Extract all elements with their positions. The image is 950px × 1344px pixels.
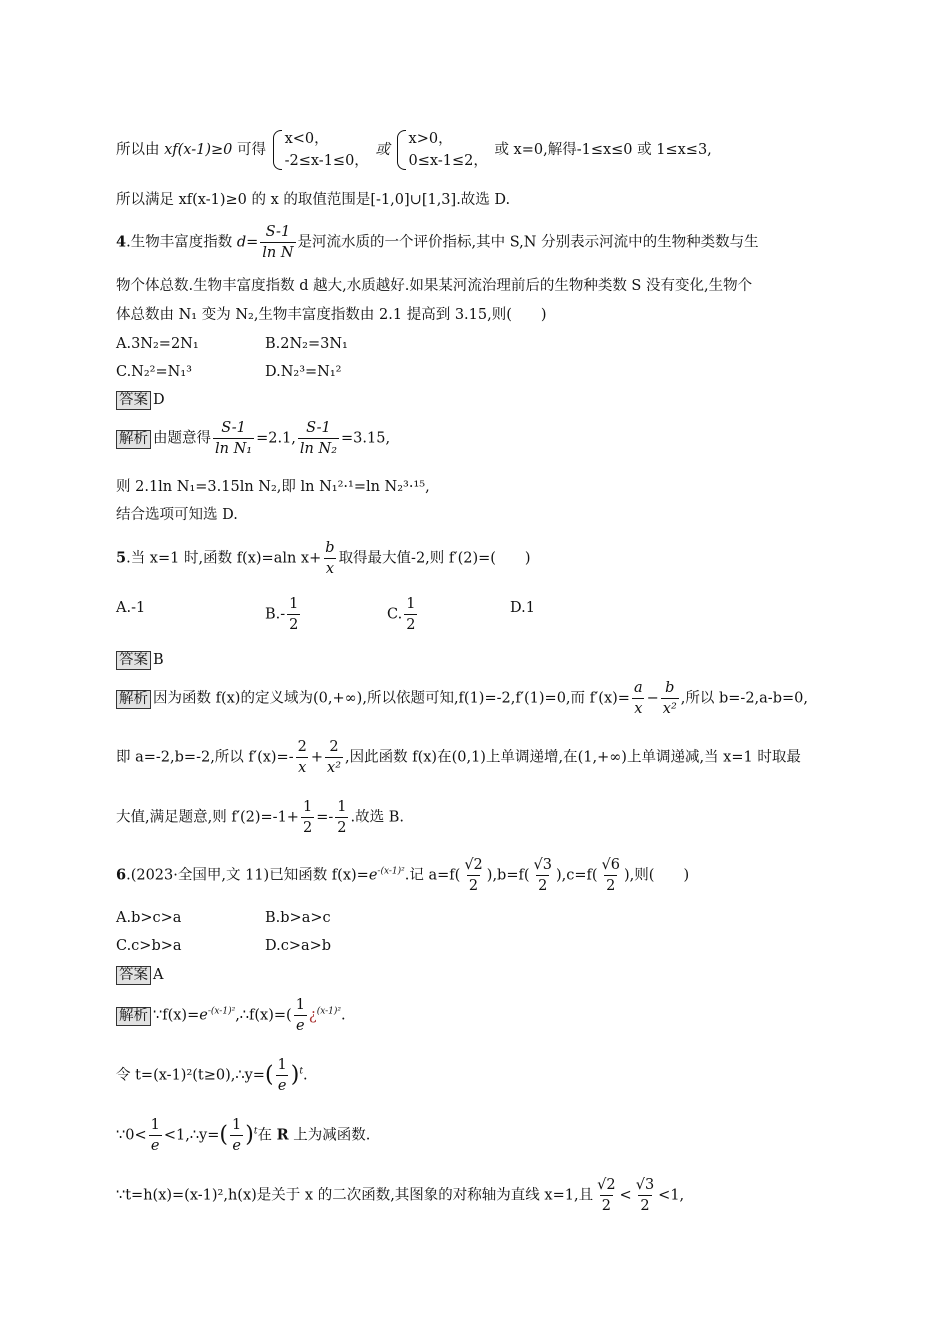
denominator: e [276, 1075, 289, 1096]
fraction [296, 737, 309, 778]
text: 所以由 [116, 142, 165, 158]
q5-solution-line1 [116, 678, 808, 719]
text: B.- [265, 606, 286, 623]
text: ,所以 b=-2,a-b=0, [680, 690, 808, 707]
q5-answer [116, 650, 164, 670]
text: ∵t=h(x)=(x-1)²,h(x)是关于 x 的二次函数,其图象的对称轴为直线 x=1,且 [116, 1187, 594, 1204]
text: <1, [658, 1187, 685, 1204]
text: . [341, 1007, 346, 1024]
numerator: 2 [297, 739, 307, 755]
q5-option-c [387, 594, 419, 635]
q4-answer [116, 390, 165, 410]
denominator: e [294, 1015, 307, 1036]
numerator: a [633, 680, 643, 696]
math-expr: xf(x-1)≥0 [164, 142, 233, 158]
text: ),b=f( [486, 867, 530, 884]
answer-label: 答案 [116, 651, 151, 670]
q5-option-b [265, 594, 302, 635]
fraction [335, 797, 348, 838]
fraction [532, 855, 554, 896]
denominator: 2 [604, 875, 617, 896]
q6-option-c: C.c>b>a [116, 938, 182, 954]
denominator: ln N₂ [298, 438, 339, 459]
system-row: -2≤x-1≤0， [284, 153, 369, 169]
q4-stem-line2: 物个体总数.生物丰富度指数 d 越大,水质越好.如果某河流治理前后的生物种类数 S 没有变化,生物个 [116, 278, 753, 294]
denominator: e [149, 1135, 162, 1156]
numerator: 1 [302, 799, 313, 815]
q6-stem [116, 855, 689, 896]
solution-conclusion: 所以满足 xf(x-1)≥0 的 x 的取值范围是[-1,0]∪[1,3].故选 D. [116, 192, 511, 208]
text: 可得 [232, 142, 266, 158]
answer-label: 答案 [116, 966, 151, 985]
numerator: S-1 [306, 420, 331, 436]
q4-stem-line1 [116, 222, 759, 263]
fraction [634, 1175, 656, 1216]
q4-solution-line3: 结合选项可知选 D. [116, 507, 238, 523]
text: 由题意得 [153, 430, 211, 447]
fraction [325, 737, 343, 778]
text: .(2023·全国甲,文 11)已知函数 f(x)= [126, 867, 369, 884]
numerator: √3 [635, 1177, 655, 1193]
denominator: x² [661, 698, 679, 719]
fraction [276, 1055, 289, 1096]
answer-value: D [153, 392, 165, 408]
numerator: 2 [329, 739, 339, 755]
denominator: x [296, 757, 308, 778]
text: =3.15, [341, 430, 391, 447]
fraction [149, 1115, 162, 1156]
solution-label: 解析 [116, 430, 151, 449]
paren-close: ) [245, 1122, 254, 1148]
system-row: x<0， [284, 131, 329, 147]
question-number: 6 [116, 866, 127, 884]
text: <1,∴y= [163, 1127, 220, 1144]
fraction [230, 1115, 243, 1156]
text: 即 a=-2,b=-2,所以 f′(x)=- [116, 749, 294, 766]
q6-option-a: A.b>c>a [116, 910, 182, 926]
fraction [213, 418, 254, 459]
numerator: √3 [533, 857, 552, 873]
text: . [303, 1067, 308, 1084]
numerator: √2 [464, 857, 483, 873]
denominator: ln N₁ [213, 438, 254, 459]
text: C. [387, 606, 403, 623]
question-number: 5 [116, 549, 127, 567]
denominator: 2 [467, 875, 480, 896]
text: ,∴f(x)=( [235, 1007, 292, 1024]
denominator: e [230, 1135, 243, 1156]
text: 是河流水质的一个评价指标,其中 S,N 分别表示河流中的生物种类数与生 [297, 234, 759, 251]
solution-label: 解析 [116, 690, 151, 709]
denominator: 2 [600, 1195, 613, 1216]
q6-solution-line4 [116, 1175, 684, 1216]
exponent: -(x-1)² [207, 1006, 236, 1017]
denominator: 2 [335, 817, 348, 838]
answer-value: A [153, 967, 164, 983]
q5-stem [116, 538, 531, 579]
text: ,因此函数 f(x)在(0,1)上单调递增,在(1,+∞)上单调递减,当 x=1 时取最 [345, 749, 801, 766]
denominator: ln N [260, 242, 295, 263]
numerator: 1 [406, 596, 416, 612]
question-number: 4 [116, 233, 127, 251]
text: 在 [257, 1127, 277, 1144]
fraction [294, 995, 307, 1036]
real-set-symbol: R [276, 1126, 289, 1144]
paren-open: ( [264, 1062, 274, 1088]
q6-solution-line3 [116, 1115, 370, 1156]
answer-value: B [153, 652, 164, 668]
denominator: x [632, 698, 644, 719]
q4-option-d: D.N₂³=N₁² [265, 364, 342, 380]
fraction [595, 1175, 617, 1216]
numerator: √6 [601, 857, 621, 873]
fraction [404, 594, 417, 635]
numerator: 1 [277, 1057, 287, 1073]
fraction [600, 855, 622, 896]
q5-solution-line2 [116, 737, 801, 778]
text: =- [316, 809, 334, 826]
q6-answer [116, 965, 163, 985]
euler-e: e [199, 1007, 208, 1024]
paren-open: ( [219, 1122, 228, 1148]
math: d= [236, 234, 259, 251]
text: ),则( ) [624, 867, 690, 884]
text: 或 x=0,解得-1≤x≤0 或 1≤x≤3, [494, 142, 712, 158]
q6-solution-line1 [116, 995, 346, 1036]
fraction [462, 855, 484, 896]
numerator: b [325, 540, 335, 556]
numerator: 1 [295, 997, 305, 1013]
denominator: x [324, 558, 336, 579]
text: .记 a=f( [404, 867, 461, 884]
q4-option-a: A.3N₂=2N₁ [116, 336, 199, 352]
fraction [323, 538, 336, 579]
numerator: S-1 [221, 420, 246, 436]
q5-solution-line3 [116, 797, 404, 838]
denominator: 2 [404, 614, 417, 635]
denominator: 2 [287, 614, 300, 635]
or-word: 或 [375, 142, 390, 158]
fraction [301, 797, 314, 838]
answer-label: 答案 [116, 391, 151, 410]
numerator: b [665, 680, 675, 696]
text: 大值,满足题意,则 f′(2)=-1+ [116, 809, 299, 826]
q4-solution-line1 [116, 418, 390, 459]
glyph: ¿ [308, 1007, 317, 1024]
text: 上为减函数. [288, 1127, 371, 1144]
denominator: 2 [638, 1195, 651, 1216]
fraction [661, 678, 679, 719]
exponent: (x-1)² [316, 1006, 342, 1017]
denominator: 2 [301, 817, 314, 838]
text: 取得最大值-2,则 f′(2)=( ) [338, 550, 531, 567]
operator: − [646, 690, 659, 707]
numerator: 1 [337, 799, 347, 815]
exponent: -(x-1)² [377, 866, 405, 877]
fraction [260, 222, 295, 263]
operator: + [310, 749, 324, 766]
q5-option-d: D.1 [510, 600, 535, 616]
numerator: S-1 [265, 224, 291, 240]
numerator: 1 [150, 1117, 160, 1133]
numerator: 1 [232, 1117, 242, 1133]
fraction [298, 418, 339, 459]
fraction [632, 678, 645, 719]
q6-solution-line2 [116, 1055, 308, 1096]
text: ),c=f( [555, 867, 598, 884]
text: ∵0< [116, 1127, 147, 1144]
q6-option-b: B.b>a>c [265, 910, 331, 926]
solution-line-system [116, 128, 712, 172]
text: .生物丰富度指数 [126, 234, 237, 251]
q4-stem-line3: 体总数由 N₁ 变为 N₂,生物丰富度指数由 2.1 提高到 3.15,则( ) [116, 307, 547, 323]
text: .故选 B. [350, 809, 404, 826]
q4-solution-line2: 则 2.1ln N₁=3.15ln N₂,即 ln N₁²·¹=ln N₂³·¹⁵, [116, 479, 430, 495]
paren-close: ) [290, 1062, 300, 1088]
euler-e: e [368, 867, 378, 884]
system-row: 0≤x-1≤2， [408, 153, 488, 169]
exponent: t [299, 1066, 303, 1077]
denominator: 2 [536, 875, 549, 896]
text: =2.1, [256, 430, 296, 447]
numerator: 1 [289, 596, 299, 612]
solution-label: 解析 [116, 1007, 151, 1026]
exponent: t [253, 1126, 258, 1137]
text: ∵f(x)= [153, 1007, 200, 1024]
text: 令 t=(x-1)²(t≥0),∴y= [116, 1067, 265, 1084]
inequality-system-a [273, 128, 369, 172]
system-row: x>0， [408, 131, 453, 147]
inequality-system-b [397, 128, 488, 172]
q4-option-c: C.N₂²=N₁³ [116, 364, 192, 380]
text: 因为函数 f(x)的定义域为(0,+∞),所以依题可知,f(1)=-2,f′(1)=0,而 f′(x)= [153, 690, 630, 707]
text: .当 x=1 时,函数 f(x)=aln x+ [126, 550, 322, 567]
numerator: √2 [597, 1177, 616, 1193]
denominator: x² [325, 757, 343, 778]
q4-option-b: B.2N₂=3N₁ [265, 336, 348, 352]
q5-option-a: A.-1 [116, 600, 146, 616]
q6-option-d: D.c>a>b [265, 938, 332, 954]
fraction [287, 594, 300, 635]
operator: < [619, 1187, 632, 1204]
